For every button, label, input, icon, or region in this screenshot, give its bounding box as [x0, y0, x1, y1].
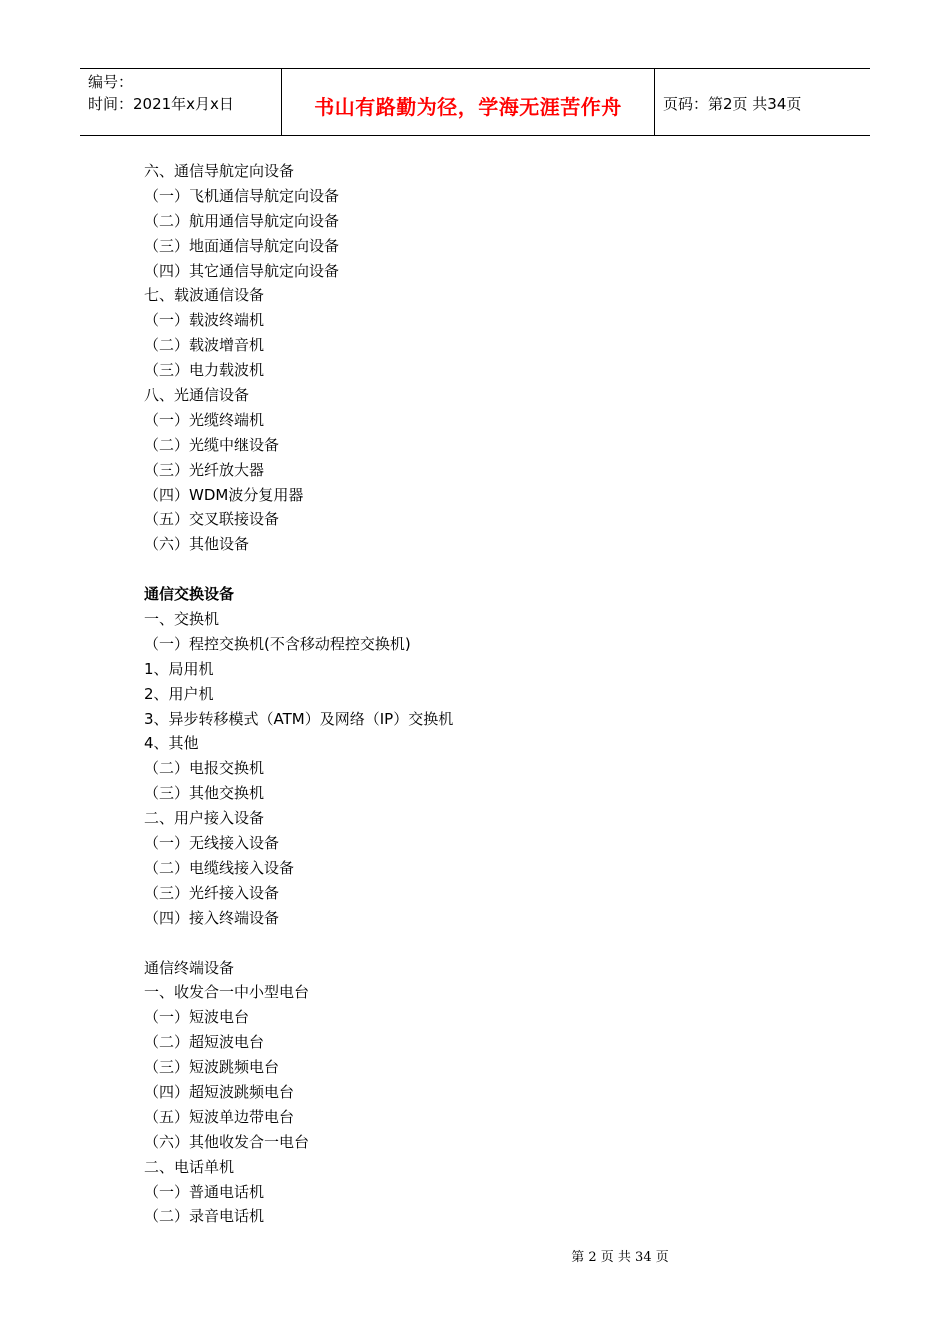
- list-item: （一）普通电话机: [144, 1182, 265, 1201]
- list-item: （二）航用通信导航定向设备: [144, 211, 340, 230]
- list-item: （三）电力载波机: [144, 361, 265, 380]
- page-footer: 第 2 页 共 34 页: [571, 1250, 669, 1265]
- blank-line: [144, 557, 844, 582]
- list-item: （一）光缆终端机: [144, 410, 265, 429]
- list-item: 1、局用机: [144, 659, 214, 678]
- list-item: （二）光缆中继设备: [144, 435, 280, 454]
- list-item: （一）短波电台: [144, 1008, 250, 1027]
- list-item: 七、载波通信设备: [144, 286, 265, 305]
- list-item: （三）光纤接入设备: [144, 883, 280, 902]
- list-item: （四）其它通信导航定向设备: [144, 261, 340, 280]
- list-item: （一）载波终端机: [144, 311, 265, 330]
- header-page-code: 页码：第2页 共34页: [663, 94, 802, 113]
- list-item: （六）其他设备: [144, 535, 250, 554]
- list-item: （二）录音电话机: [144, 1207, 265, 1226]
- list-item: （一）无线接入设备: [144, 834, 280, 853]
- document-date-label: 时间：2021年x月x日: [88, 95, 234, 113]
- list-item: 4、其他: [144, 734, 199, 753]
- list-item: 二、电话单机: [144, 1157, 235, 1176]
- list-item: （三）地面通信导航定向设备: [144, 236, 340, 255]
- list-item: （一）程控交换机(不含移动程控交换机): [144, 634, 411, 653]
- list-item: （二）超短波电台: [144, 1033, 265, 1052]
- list-item: 六、通信导航定向设备: [144, 162, 295, 180]
- list-item: 二、用户接入设备: [144, 809, 265, 828]
- header-page-cell: [655, 69, 870, 135]
- list-item: （三）光纤放大器: [144, 460, 265, 479]
- blank-line: [144, 931, 844, 956]
- list-item: （六）其他收发合一电台: [144, 1132, 310, 1151]
- list-item: （五）短波单边带电台: [144, 1107, 295, 1126]
- list-item: （二）电报交换机: [144, 759, 265, 778]
- list-item: （三）短波跳频电台: [144, 1058, 280, 1077]
- header-meta-cell: [80, 69, 282, 135]
- list-item: （一）飞机通信导航定向设备: [144, 186, 340, 205]
- list-item: 八、光通信设备: [144, 386, 250, 405]
- list-item: 3、异步转移模式（ATM）及网络（IP）交换机: [144, 709, 454, 728]
- list-item: （二）载波增音机: [144, 336, 265, 355]
- list-item: 一、收发合一中小型电台: [144, 983, 310, 1002]
- list-item: （五）交叉联接设备: [144, 510, 280, 529]
- list-item: （四）WDM波分复用器: [144, 485, 304, 504]
- list-item: （三）其他交换机: [144, 784, 265, 803]
- list-item: （二）电缆线接入设备: [144, 858, 295, 877]
- header-motto: 书山有路勤为径，学海无涯苦作舟: [314, 94, 622, 119]
- header-motto-cell: [282, 69, 655, 135]
- document-body: [144, 159, 844, 1229]
- section-title-terminal: 通信终端设备: [144, 958, 235, 977]
- list-item: （四）接入终端设备: [144, 908, 280, 927]
- section-title-switching: 通信交换设备: [144, 585, 235, 604]
- list-item: 2、用户机: [144, 684, 214, 703]
- list-item: （四）超短波跳频电台: [144, 1082, 295, 1101]
- document-number-label: 编号：: [88, 73, 134, 91]
- list-item: 一、交换机: [144, 610, 220, 629]
- page-header: [80, 68, 870, 136]
